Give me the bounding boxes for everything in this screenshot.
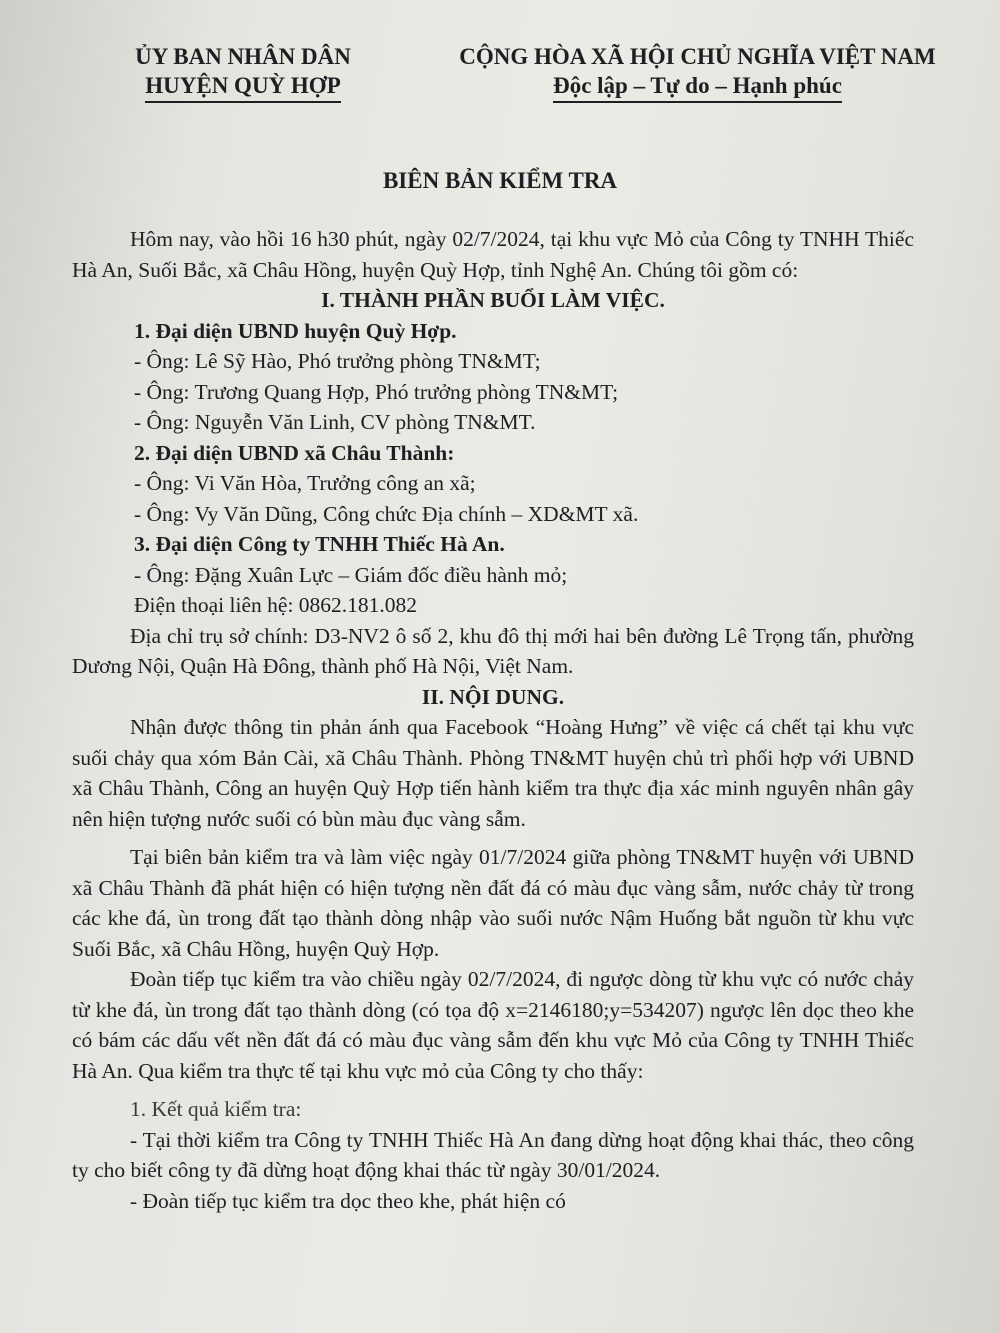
issuer-header xyxy=(118,42,368,103)
member-line: - Ông: Trương Quang Hợp, Phó trưởng phòng TN&MT; xyxy=(134,379,619,404)
contact-phone: Điện thoại liên hệ: 0862.181.082 xyxy=(134,593,418,617)
national-motto xyxy=(430,42,965,103)
group2-heading: 2. Đại diện UBND xã Châu Thành: xyxy=(134,440,455,465)
content-paragraph-3: Đoàn tiếp tục kiểm tra vào chiều ngày 02/7/2024, đi ngược dòng từ khu vực có nước chảy từ khe đá, ùn trong đất tạo thành dòng (có tọa độ x=2146180;y=534207) ngược lên dọc theo khe có bám các dấu vết nền đất đá có màu đục vàng sẫm đến khu vực Mỏ của Công ty TNHH Thiếc Hà An. Qua kiểm tra thực tế tại khu vực mỏ của Công ty cho thấy: xyxy=(72,967,914,1083)
content-paragraph-1: Nhận được thông tin phản ánh qua Facebook “Hoàng Hưng” về việc cá chết tại khu vực suối chảy qua xóm Bản Cài, xã Châu Thành. Phòng TN&MT huyện chủ trì phối hợp với UBND xã Châu Thành, Công an huyện Quỳ Hợp tiến hành kiểm tra thực địa xác minh nguyên nhân gây nên hiện tượng nước suối có bùn màu đục vàng sẫm. xyxy=(72,715,914,831)
group1-heading: 1. Đại diện UBND huyện Quỳ Hợp. xyxy=(134,318,457,343)
member-line: - Ông: Nguyễn Văn Linh, CV phòng TN&MT. xyxy=(134,410,536,434)
section2-heading: II. NỘI DUNG. xyxy=(421,684,565,709)
content-paragraph-2: Tại biên bản kiểm tra và làm việc ngày 01/7/2024 giữa phòng TN&MT huyện với UBND xã Châu Thành đã phát hiện có hiện tượng nền đất đá có màu đục vàng sẫm, nước chảy từ trong các khe đá, ùn trong đất tạo thành dòng nhập vào suối nước Nậm Huống bắt nguồn từ khu vực Suối Bắc, xã Châu Hồng, huyện Quỳ Hợp. xyxy=(72,845,914,961)
member-line: - Ông: Lê Sỹ Hào, Phó trưởng phòng TN&MT; xyxy=(134,349,541,373)
result-item-2: - Đoàn tiếp tục kiểm tra dọc theo khe, phát hiện có xyxy=(130,1188,566,1213)
result-item-1: - Tại thời kiểm tra Công ty TNHH Thiếc Hà An đang dừng hoạt động khai thác, theo công ty cho biết công ty đã dừng hoạt động khai thác từ ngày 30/01/2024. xyxy=(72,1127,914,1182)
document-body xyxy=(72,224,914,1216)
intro-paragraph: Hôm nay, vào hồi 16 h30 phút, ngày 02/7/2024, tại khu vực Mỏ của Công ty TNHH Thiếc Hà An, Suối Bắc, xã Châu Hồng, huyện Quỳ Hợp, tỉnh Nghệ An. Chúng tôi gồm có: xyxy=(72,227,914,282)
group3-heading: 3. Đại diện Công ty TNHH Thiếc Hà An. xyxy=(134,532,505,556)
member-line: - Ông: Đặng Xuân Lực – Giám đốc điều hành mỏ; xyxy=(134,562,568,587)
section1-heading: I. THÀNH PHẦN BUỔI LÀM VIỆC. xyxy=(321,288,665,312)
member-line: - Ông: Vi Văn Hòa, Trưởng công an xã; xyxy=(134,471,476,495)
document-title: BIÊN BẢN KIỂM TRA xyxy=(382,168,618,193)
result-heading: 1. Kết quả kiểm tra: xyxy=(130,1097,302,1121)
issuer-name: ỦY BAN NHÂN DÂN xyxy=(135,44,351,69)
issuer-district: HUYỆN QUỲ HỢP xyxy=(145,71,341,103)
motto-line: Độc lập – Tự do – Hạnh phúc xyxy=(553,71,842,103)
company-address: Địa chỉ trụ sở chính: D3-NV2 ô số 2, khu đô thị mới hai bên đường Lê Trọng tấn, phường Dương Nội, Quận Hà Đông, thành phố Hà Nội, Việt Nam. xyxy=(72,623,914,678)
country-name: CỘNG HÒA XÃ HỘI CHỦ NGHĨA VIỆT NAM xyxy=(459,44,936,69)
member-line: - Ông: Vy Văn Dũng, Công chức Địa chính – XD&MT xã. xyxy=(134,501,639,526)
